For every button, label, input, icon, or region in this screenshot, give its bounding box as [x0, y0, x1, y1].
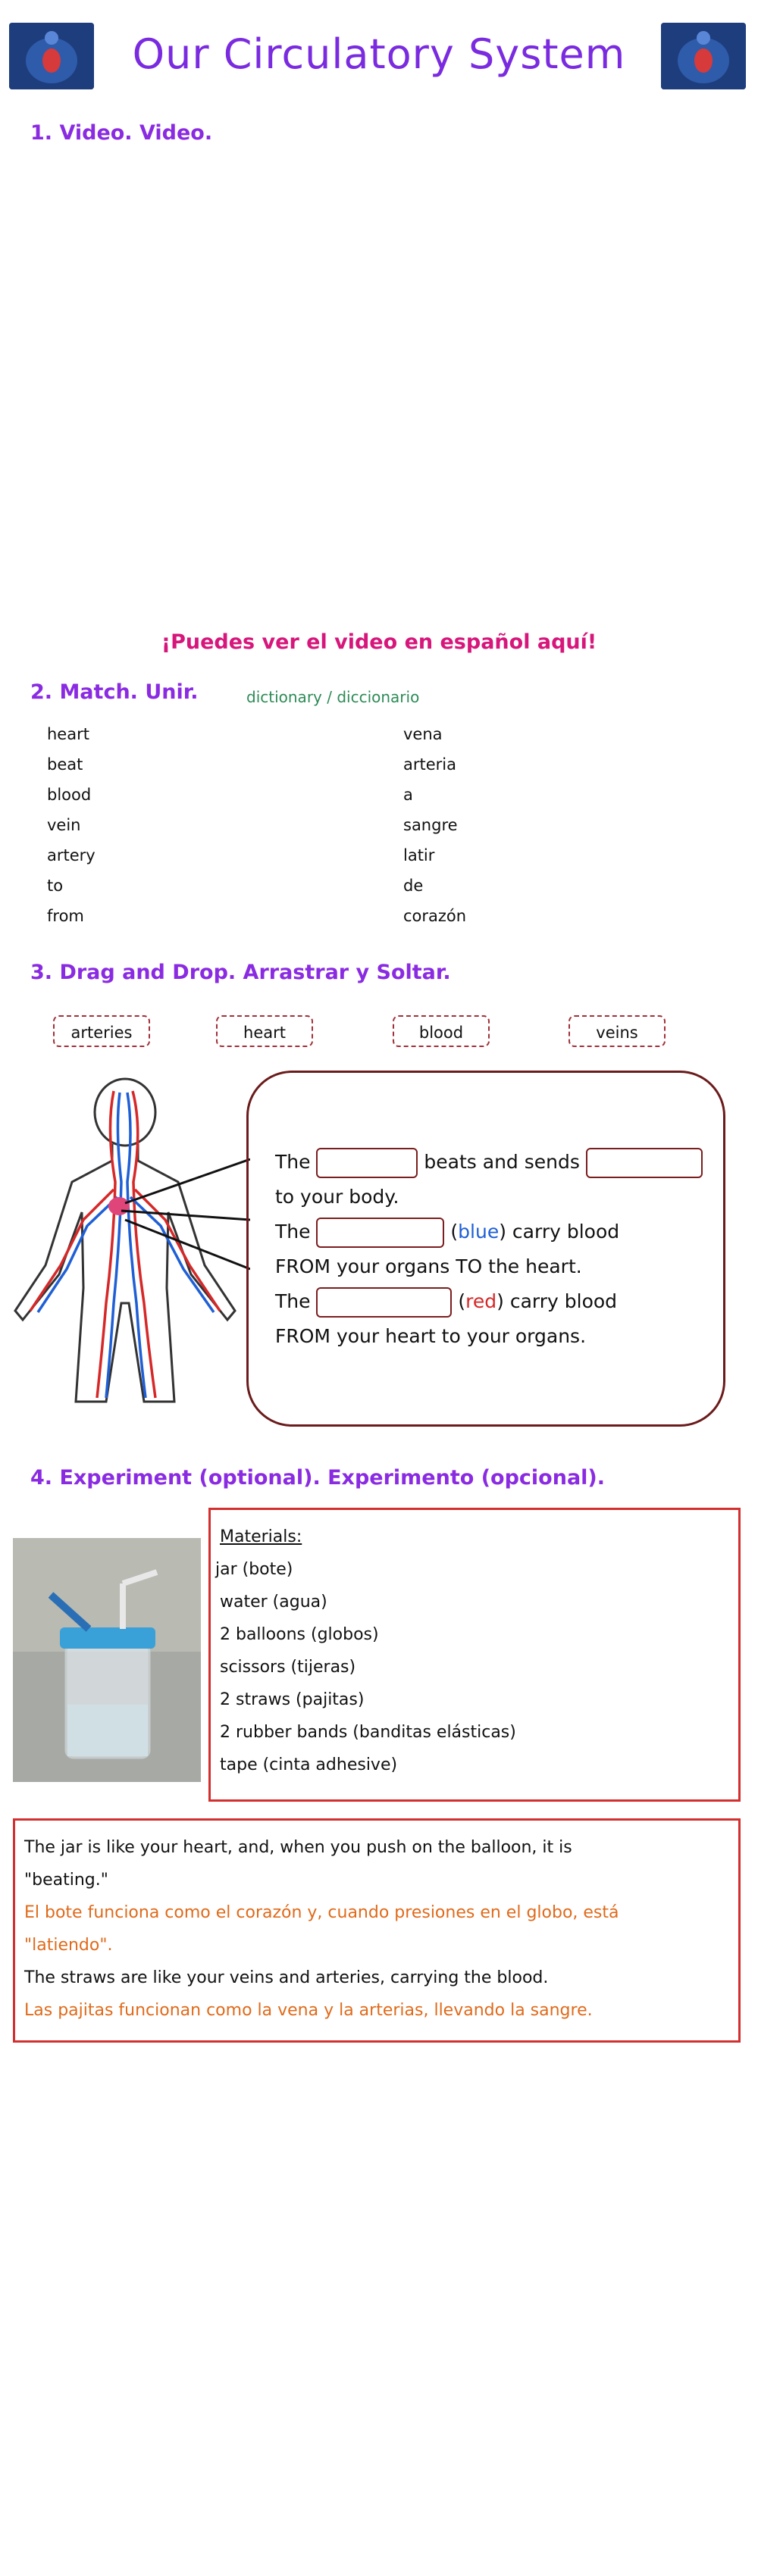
material-item: water (agua): [220, 1593, 327, 1612]
note-line-es: "latiendo".: [24, 1936, 113, 1955]
drop-slot-arteries[interactable]: [316, 1287, 452, 1318]
match-right-item[interactable]: corazón: [403, 907, 467, 925]
match-right-item[interactable]: arteria: [403, 755, 456, 774]
note-line-es: El bote funciona como el corazón y, cuando presiones en el globo, está: [24, 1903, 619, 1922]
match-right-item[interactable]: a: [403, 786, 413, 804]
match-left-column: [47, 725, 96, 937]
drop-slot-veins[interactable]: [316, 1218, 444, 1248]
material-item: 2 balloons (globos): [220, 1625, 379, 1644]
note-line-en: The jar is like your heart, and, when you push on the balloon, it is: [24, 1838, 572, 1857]
sentence-2: The (blue) carry blood: [275, 1215, 722, 1249]
material-item: tape (cinta adhesive): [220, 1755, 398, 1774]
match-right-item[interactable]: sangre: [403, 816, 458, 834]
match-right-column: [403, 725, 466, 937]
material-item: jar (bote): [215, 1560, 293, 1579]
jar-photo: [13, 1538, 201, 1782]
section-drag-heading: 3. Drag and Drop. Arrastrar y Soltar.: [30, 961, 451, 984]
match-left-item[interactable]: vein: [47, 816, 81, 834]
sentence-1-cont: to your body.: [275, 1186, 399, 1208]
blue-word: blue: [458, 1221, 500, 1243]
section-match-heading: 2. Match. Unir.: [30, 680, 199, 704]
match-right-item[interactable]: latir: [403, 846, 435, 864]
drag-chip-veins[interactable]: veins: [568, 1015, 666, 1047]
materials-box: [208, 1508, 741, 1802]
sentence-3-cont: FROM your heart to your organs.: [275, 1325, 587, 1347]
match-left-item[interactable]: to: [47, 877, 64, 895]
drop-slot-heart[interactable]: [316, 1148, 418, 1178]
drag-chip-arteries[interactable]: arteries: [53, 1015, 150, 1047]
drag-chip-blood[interactable]: blood: [393, 1015, 490, 1047]
spanish-video-link[interactable]: ¡Puedes ver el video en español aquí!: [161, 630, 597, 654]
red-word: red: [465, 1290, 497, 1312]
note-line-es: Las pajitas funcionan como la vena y la arterias, llevando la sangre.: [24, 2001, 593, 2020]
materials-title: Materials:: [220, 1527, 302, 1546]
note-line-en: The straws are like your veins and arteries, carrying the blood.: [24, 1968, 549, 1987]
sentence-panel: [246, 1071, 725, 1427]
drop-slot-blood[interactable]: [586, 1148, 703, 1178]
sentence-3: The (red) carry blood: [275, 1284, 722, 1319]
match-right-item[interactable]: vena: [403, 725, 443, 743]
section-experiment-heading: 4. Experiment (optional). Experimento (opcional).: [30, 1466, 606, 1490]
match-left-item[interactable]: artery: [47, 846, 96, 864]
page-title: Our Circulatory System: [132, 30, 626, 78]
material-item: 2 rubber bands (banditas elásticas): [220, 1723, 516, 1742]
match-left-item[interactable]: from: [47, 907, 84, 925]
material-item: scissors (tijeras): [220, 1658, 356, 1677]
match-right-item[interactable]: de: [403, 877, 424, 895]
match-left-item[interactable]: beat: [47, 755, 83, 774]
video-embed-area[interactable]: [30, 159, 728, 614]
drag-chip-heart[interactable]: heart: [216, 1015, 313, 1047]
sentence-1: The beats and sends: [275, 1145, 722, 1180]
circulatory-body-illustration: [0, 1076, 250, 1409]
match-left-item[interactable]: blood: [47, 786, 92, 804]
experiment-notes-box: [13, 1818, 741, 2043]
match-left-item[interactable]: heart: [47, 725, 89, 743]
material-item: 2 straws (pajitas): [220, 1690, 365, 1709]
section-video-heading: 1. Video. Video.: [30, 121, 213, 145]
dictionary-link[interactable]: dictionary / diccionario: [246, 688, 420, 706]
note-line-en: "beating.": [24, 1871, 108, 1890]
sentence-2-cont: FROM your organs TO the heart.: [275, 1255, 582, 1277]
